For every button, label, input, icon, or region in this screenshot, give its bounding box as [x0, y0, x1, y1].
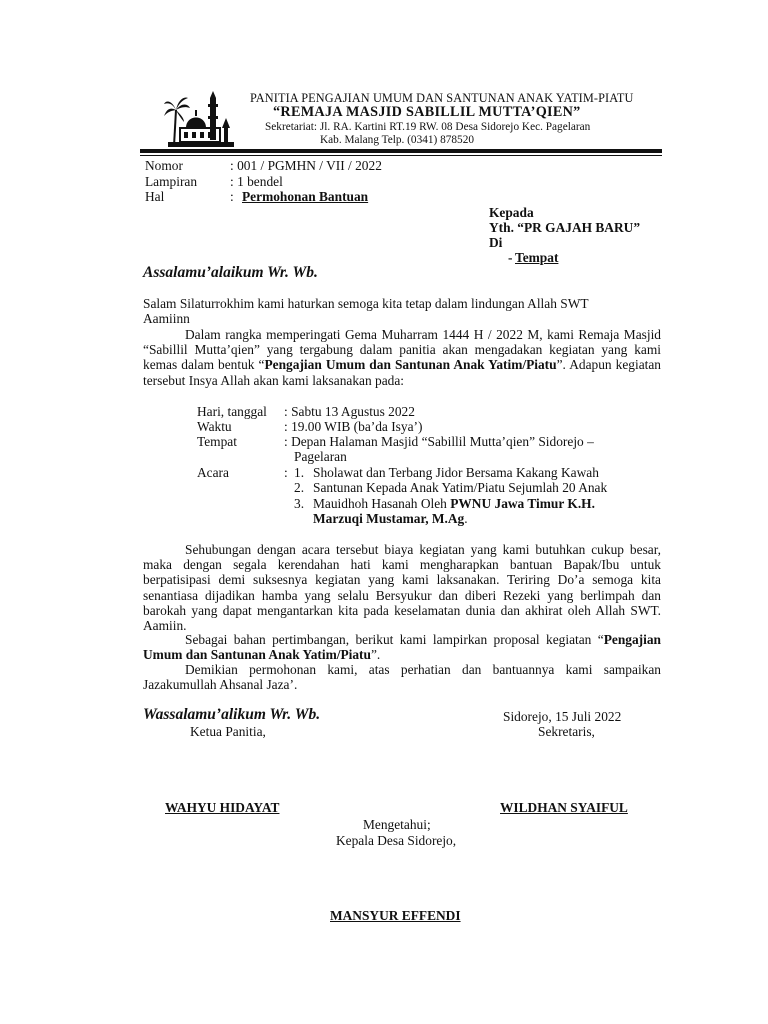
nomor-label: Nomor [145, 158, 183, 173]
letterhead-phone: Kab. Malang Telp. (0341) 878520 [320, 134, 474, 146]
recipient-di: Di [489, 235, 503, 250]
recipient-kepada: Kepada [489, 205, 534, 220]
detail-tempat-value-cont: Pagelaran [294, 449, 347, 464]
sekretaris-title: Sekretaris, [538, 724, 595, 739]
acara-item-3-text [313, 496, 595, 512]
paragraph-attachment-event-name: Pengajian Umum dan Santunan Anak Yatim/Piatu [143, 632, 661, 663]
acara-item-3-speaker: PWNU Jawa Timur K.H. [450, 496, 595, 511]
detail-hari-value: : Sabtu 13 Agustus 2022 [284, 404, 415, 419]
sekretaris-name: WILDHAN SYAIFUL [500, 800, 628, 815]
paragraph-intro-text-a: Dalam rangka memperingati Gema Muharram 1444 H / 2022 M, kami Remaja Masjid “Sabillil Mutta’qien” yang tergabung dalam panitia akan mengadakan kegiatan yang kami kemas dalam bentuk “ [143, 327, 661, 373]
paragraph-intro [143, 327, 661, 388]
detail-hari-label: Hari, tanggal [197, 404, 267, 419]
kades-title: Kepala Desa Sidorejo, [336, 833, 457, 848]
acara-item-3-cont [313, 511, 468, 527]
acara-item-2-text: Santunan Kepada Anak Yatim/Piatu Sejumlah 20 Anak [313, 480, 608, 495]
header-divider-thick [140, 149, 662, 153]
letterhead-line-1: PANITIA PENGAJIAN UMUM DAN SANTUNAN ANAK YATIM-PIATU [250, 91, 634, 105]
acara-item-1-num: 1. [294, 465, 305, 480]
farewell: Wassalamu’alikum Wr. Wb. [143, 706, 321, 723]
recipient-dash: - [508, 250, 513, 265]
header-divider-thin [140, 155, 662, 156]
lampiran-value: : 1 bendel [230, 174, 283, 189]
ketua-name: WAHYU HIDAYAT [165, 800, 280, 815]
detail-tempat-label: Tempat [197, 434, 237, 449]
detail-tempat-value: : Depan Halaman Masjid “Sabillil Mutta’qien” Sidorejo – [284, 434, 594, 449]
detail-waktu-label: Waktu [197, 419, 232, 434]
ketua-title: Ketua Panitia, [190, 724, 266, 739]
recipient-name: Yth. “PR GAJAH BARU” [489, 220, 641, 235]
paragraph-intro-event-name: Pengajian Umum dan Santunan Anak Yatim/Piatu [264, 357, 557, 373]
letterhead-address: Sekretariat: Jl. RA. Kartini RT.19 RW. 08 Desa Sidorejo Kec. Pagelaran [265, 121, 591, 133]
acara-item-2-num: 2. [294, 480, 305, 495]
acara-item-3-end: . [464, 511, 468, 526]
paragraph-salam-line-2: Aamiinn [143, 311, 190, 326]
recipient-place: Tempat [515, 250, 559, 265]
greeting: Assalamu’alaikum Wr. Wb. [143, 264, 318, 281]
mosque-logo-icon [164, 88, 238, 150]
lampiran-label: Lampiran [145, 174, 198, 189]
detail-acara-colon: : [284, 465, 288, 480]
paragraph-request: Sehubungan dengan acara tersebut biaya kegiatan yang kami butuhkan cukup besar, maka dengan segala kerendahan hati kami mengharapkan bantuan Bapak/Ibu untuk berpatisipasi demi suksesnya kegiatan yang kami laksanakan. Teriring Do’a semoga kita senantiasa dijadikan hamba yang selalu Bersyukur dan diberi Rezeki yang berlimpah dan barokah yang dapat mengantarkan kita pada keselamatan dunia dan akhirat oleh Allah SWT. Aamiin. [143, 542, 661, 634]
detail-waktu-value: : 19.00 WIB (ba’da Isya’) [284, 419, 423, 434]
hal-colon: : [230, 189, 234, 204]
detail-acara-label: Acara [197, 465, 229, 480]
acara-item-3-text-a: Mauidhoh Hasanah Oleh [313, 496, 451, 511]
paragraph-closing: Demikian permohonan kami, atas perhatian dan bantuannya kami sampaikan Jazakumullah Ahsanal Jaza’. [143, 662, 661, 693]
nomor-value: : 001 / PGMHN / VII / 2022 [230, 158, 382, 173]
hal-label: Hal [145, 189, 165, 204]
letterhead-organization: “REMAJA MASJID SABILLIL MUTTA’QIEN” [273, 104, 581, 120]
acara-item-3-speaker-cont: Marzuqi Mustamar, M.Ag [313, 511, 465, 526]
acara-item-3-num: 3. [294, 496, 305, 511]
hal-value: Permohonan Bantuan [242, 189, 369, 204]
paragraph-attachment-text-a: Sebagai bahan pertimbangan, berikut kami lampirkan proposal kegiatan “ [185, 632, 604, 647]
paragraph-attachment-text-b: ”. [370, 647, 381, 663]
kades-name: MANSYUR EFFENDI [330, 908, 461, 923]
mengetahui: Mengetahui; [363, 817, 431, 832]
acara-item-1-text: Sholawat dan Terbang Jidor Bersama Kakang Kawah [313, 465, 599, 480]
paragraph-salam-line-1: Salam Silaturrokhim kami haturkan semoga kita tetap dalam lindungan Allah SWT [143, 296, 589, 311]
paragraph-attachment [143, 632, 661, 662]
place-date: Sidorejo, 15 Juli 2022 [503, 709, 622, 724]
paragraph-intro-text-b: ”. Adapun kegiatan tersebut Insya Allah akan kami laksanakan pada: [143, 357, 662, 388]
